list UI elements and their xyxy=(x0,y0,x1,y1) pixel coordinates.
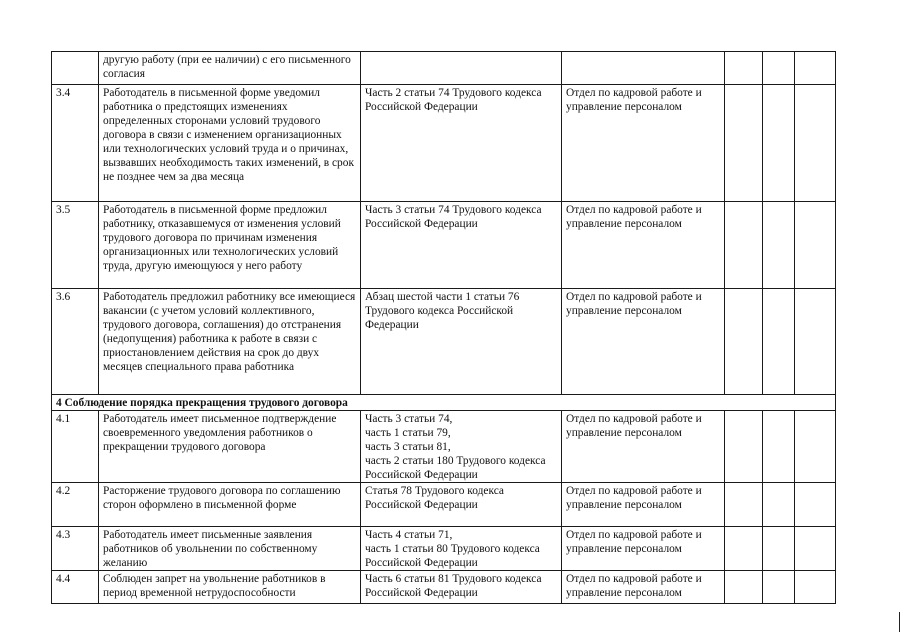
table-row xyxy=(52,85,836,202)
mark-cell[interactable] xyxy=(725,85,763,202)
mark-cell[interactable] xyxy=(795,289,836,395)
item-number: 3.5 xyxy=(52,202,99,289)
responsible-unit: Отдел по кадровой работе и управление персоналом xyxy=(562,202,725,289)
mark-cell[interactable] xyxy=(725,52,763,85)
requirement-text: Работодатель имеет письменное подтверждение своевременного уведомления работников о прекращении трудового договора xyxy=(99,411,361,483)
legal-basis-text: Абзац шестой части 1 статьи 76 Трудового кодекса Российской Федерации xyxy=(361,289,562,395)
mark-cell[interactable] xyxy=(763,289,795,395)
mark-cell[interactable] xyxy=(763,202,795,289)
responsible-unit: Отдел по кадровой работе и управление персоналом xyxy=(562,411,725,483)
mark-cell[interactable] xyxy=(725,527,763,571)
responsible-unit: Отдел по кадровой работе и управление персоналом xyxy=(562,527,725,571)
requirement-text: Работодатель в письменной форме предложил работнику, отказавшемуся от изменения условий трудового договора по причинам изменения организационных или технологических условий труда, другую имеющуюся у него работу xyxy=(99,202,361,289)
mark-cell[interactable] xyxy=(725,571,763,604)
item-number: 4.2 xyxy=(52,483,99,527)
section-title: 4 Соблюдение порядка прекращения трудового договора xyxy=(52,395,836,411)
mark-cell[interactable] xyxy=(763,411,795,483)
table-row xyxy=(52,52,836,85)
table-row xyxy=(52,202,836,289)
table-row xyxy=(52,411,836,483)
mark-cell[interactable] xyxy=(795,202,836,289)
item-number: 4.1 xyxy=(52,411,99,483)
table-row xyxy=(52,527,836,571)
legal-basis-text: Часть 3 статьи 74, часть 1 статьи 79, часть 3 статьи 81, часть 2 статьи 180 Трудового кодекса Российской Федерации xyxy=(361,411,562,483)
table-row xyxy=(52,289,836,395)
mark-cell[interactable] xyxy=(763,527,795,571)
requirement-text: Соблюден запрет на увольнение работников в период временной нетрудоспособности xyxy=(99,571,361,604)
table-row xyxy=(52,483,836,527)
requirement-text: Работодатель в письменной форме уведомил работника о предстоящих изменениях определенных сторонами условий трудового договора в связи с изменением организационных или технологических условий труда и о причинах, вызвавших необходимость таких изменений, в срок не позднее чем за два месяца xyxy=(99,85,361,202)
mark-cell[interactable] xyxy=(795,52,836,85)
responsible-unit xyxy=(562,52,725,85)
table-row xyxy=(52,571,836,604)
page-edge-mark xyxy=(899,612,900,632)
mark-cell[interactable] xyxy=(725,483,763,527)
requirement-text: другую работу (при ее наличии) с его письменного согласия xyxy=(99,52,361,85)
requirement-text: Расторжение трудового договора по соглашению сторон оформлено в письменной форме xyxy=(99,483,361,527)
mark-cell[interactable] xyxy=(763,85,795,202)
item-number xyxy=(52,52,99,85)
mark-cell[interactable] xyxy=(763,52,795,85)
mark-cell[interactable] xyxy=(725,202,763,289)
item-number: 4.3 xyxy=(52,527,99,571)
responsible-unit: Отдел по кадровой работе и управление персоналом xyxy=(562,85,725,202)
mark-cell[interactable] xyxy=(795,483,836,527)
legal-basis-text: Статья 78 Трудового кодекса Российской Федерации xyxy=(361,483,562,527)
mark-cell[interactable] xyxy=(763,483,795,527)
checklist-body xyxy=(52,52,836,604)
mark-cell[interactable] xyxy=(763,571,795,604)
mark-cell[interactable] xyxy=(795,85,836,202)
responsible-unit: Отдел по кадровой работе и управление персоналом xyxy=(562,571,725,604)
legal-basis-text xyxy=(361,52,562,85)
legal-basis-text: Часть 6 статьи 81 Трудового кодекса Российской Федерации xyxy=(361,571,562,604)
responsible-unit: Отдел по кадровой работе и управление персоналом xyxy=(562,483,725,527)
requirement-text: Работодатель предложил работнику все имеющиеся вакансии (с учетом условий коллективного, трудового договора, соглашения) до отстранения (недопущения) работника к работе в связи с приостановлением действия на срок до двух месяцев специального права работника xyxy=(99,289,361,395)
mark-cell[interactable] xyxy=(795,411,836,483)
checklist-table xyxy=(51,51,836,604)
section-header-row xyxy=(52,395,836,411)
responsible-unit: Отдел по кадровой работе и управление персоналом xyxy=(562,289,725,395)
mark-cell[interactable] xyxy=(795,571,836,604)
item-number: 4.4 xyxy=(52,571,99,604)
item-number: 3.6 xyxy=(52,289,99,395)
item-number: 3.4 xyxy=(52,85,99,202)
mark-cell[interactable] xyxy=(725,289,763,395)
requirement-text: Работодатель имеет письменные заявления работников об увольнении по собственному желанию xyxy=(99,527,361,571)
legal-basis-text: Часть 4 статьи 71, часть 1 статьи 80 Трудового кодекса Российской Федерации xyxy=(361,527,562,571)
mark-cell[interactable] xyxy=(725,411,763,483)
legal-basis-text: Часть 2 статьи 74 Трудового кодекса Российской Федерации xyxy=(361,85,562,202)
mark-cell[interactable] xyxy=(795,527,836,571)
legal-basis-text: Часть 3 статьи 74 Трудового кодекса Российской Федерации xyxy=(361,202,562,289)
